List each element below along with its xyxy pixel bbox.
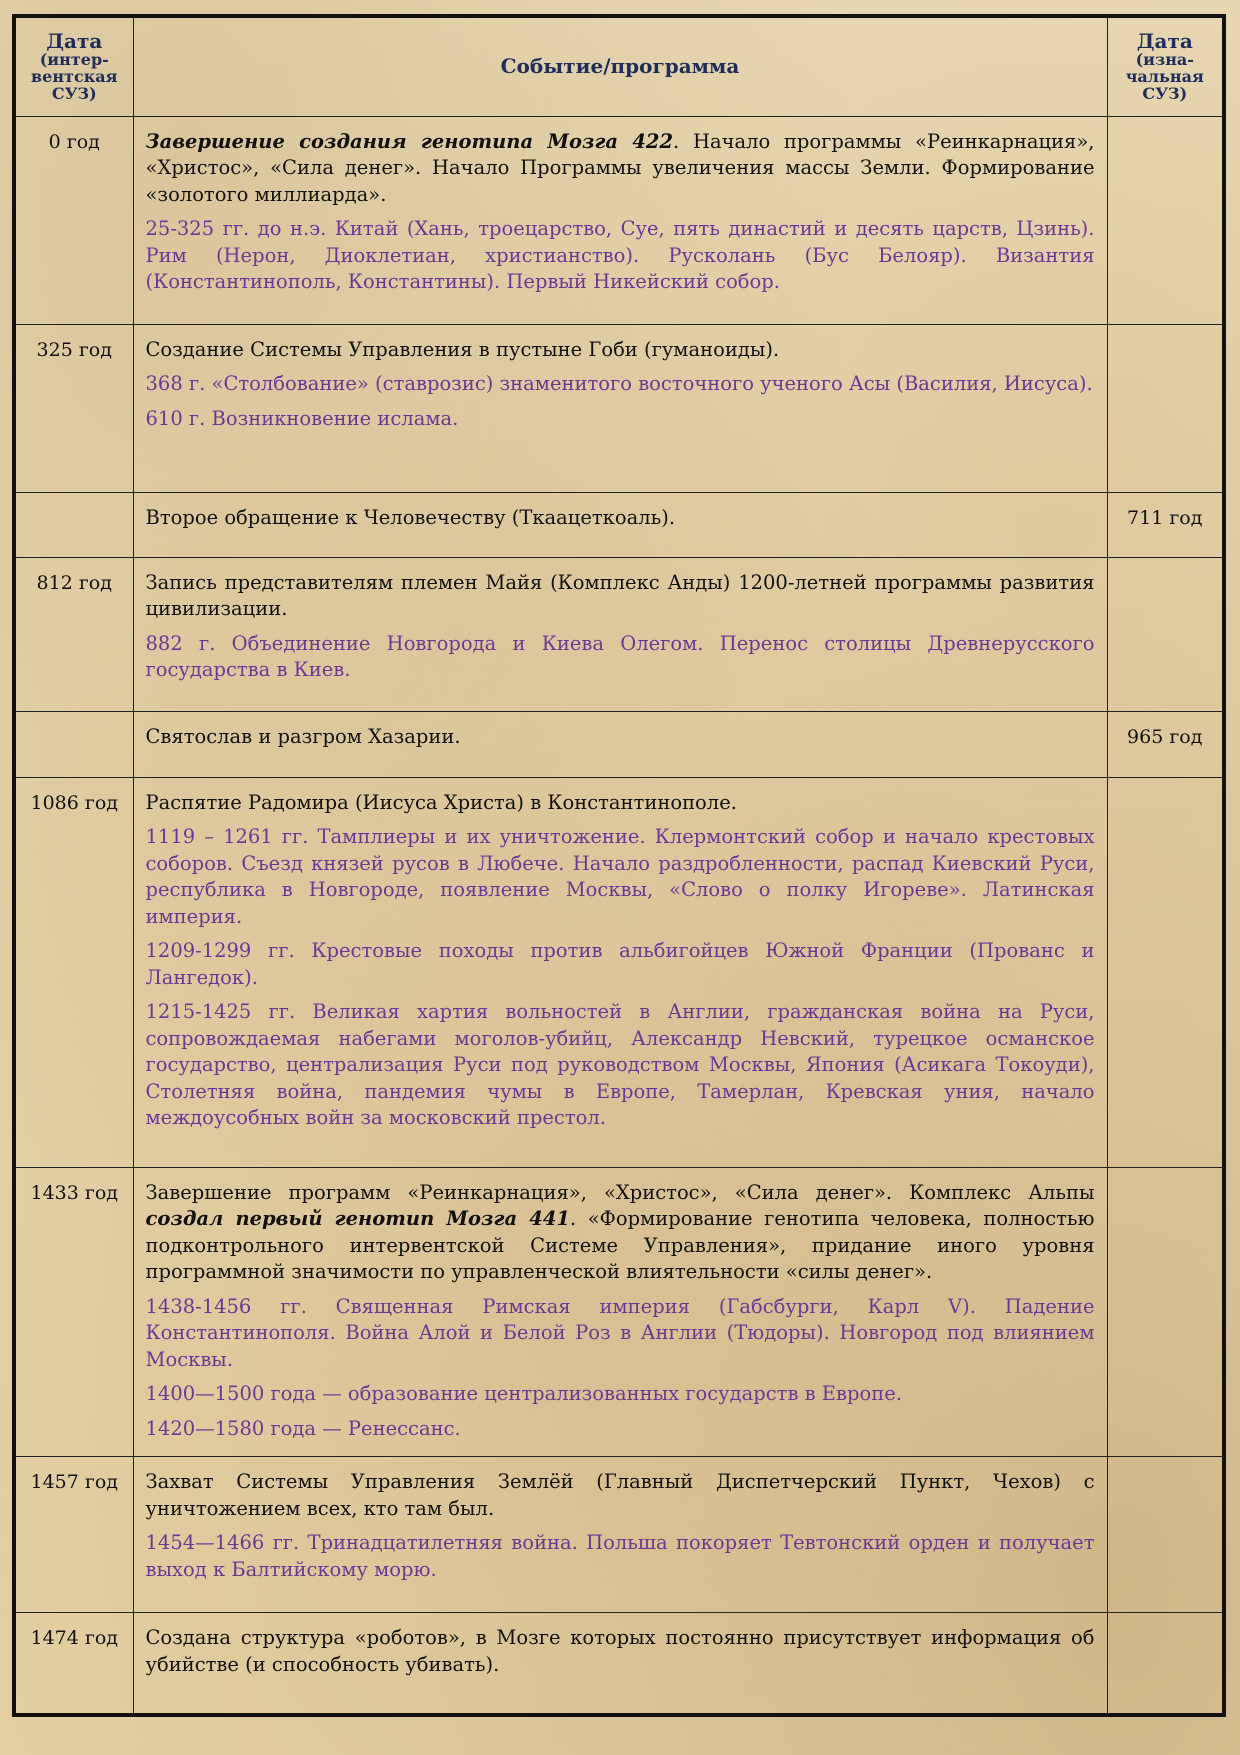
history-note: 1119 – 1261 гг. Тамплиеры и их уничтожение. Клермонтский собор и начало крестовых соборов. Съезд князей русов в Любече. Начало раздробленности, распад Киевский Руси, республика в Новгороде, появление Москвы, «Слово о полку Игореве». Латинская империя. [145, 825, 1095, 928]
date-original [1107, 777, 1224, 1167]
date-interventional [14, 711, 133, 777]
table-row [14, 116, 1224, 324]
history-note: 1420—1580 года — Ренессанс. [145, 1416, 461, 1440]
header-event-title: Событие/программа [500, 54, 740, 79]
date-interventional: 1433 год [14, 1167, 133, 1457]
event-text: . Начало программы «Реинкарнация», «Христос», «Сила денег». Начало Программы увеличения массы Земли. Формирование «золотого миллиарда». [145, 129, 1095, 206]
event-cell [133, 492, 1107, 557]
date-original [1107, 116, 1224, 324]
history-note: 1215-1425 гг. Великая хартия вольностей в Англии, гражданская война на Руси, сопровождаемая набегами моголов-убийц, Александр Невский, турецкое османское государство, централизация Руси под руководством Москвы, Япония (Асикага Токоуди), Столетняя война, пандемия чумы в Европе, Тамерлан, Кревская уния, начало междоусобных войн за московский престол. [145, 1000, 1095, 1130]
event-cell [133, 1167, 1107, 1457]
event-main: Создание Системы Управления в пустыне Гоби (гуманоиды). [145, 337, 780, 361]
date-interventional: 1086 год [14, 777, 133, 1167]
table-row [14, 1457, 1224, 1613]
event-main: Создана структура «роботов», в Мозге которых постоянно присутствует информация об убийстве (и способность убивать). [145, 1626, 1095, 1676]
event-main [146, 129, 1095, 209]
table-row [14, 492, 1224, 557]
event-cell [133, 711, 1107, 777]
header-date-subtitle: (интер-вентская СУЗ) [31, 50, 118, 103]
table-row [14, 324, 1224, 492]
event-cell [133, 116, 1107, 324]
event-cell [133, 1613, 1107, 1715]
event-cell [133, 324, 1107, 492]
table-row [14, 557, 1224, 711]
event-main: Распятие Радомира (Иисуса Христа) в Константинополе. [145, 790, 737, 814]
header-date-original [1107, 16, 1224, 116]
table-row [14, 777, 1224, 1167]
date-interventional: 1474 год [14, 1613, 133, 1715]
header-date-title: Дата [1136, 29, 1193, 54]
event-main: Запись представителям племен Майя (Комплекс Анды) 1200-летней программы развития цивилизации. [145, 570, 1095, 621]
event-main: Второе обращение к Человечеству (Ткаацеткоаль). [145, 505, 676, 529]
date-original [1107, 557, 1224, 711]
header-event [133, 16, 1107, 116]
event-cell [133, 1457, 1107, 1613]
history-note: 1454—1466 гг. Тринадцатилетняя война. Польша покоряет Тевтонский орден и получает выход к Балтийскому морю. [145, 1531, 1095, 1581]
header-date-interventional [14, 16, 133, 116]
event-bold: Завершение создания генотипа Мозга 422 [145, 129, 674, 153]
history-note: 368 г. «Столбование» (ставрозис) знаменитого восточного ученого Асы (Василия, Иисуса). [145, 372, 1093, 396]
event-main: Святослав и разгром Хазарии. [145, 724, 461, 748]
event-text: . «Формирование генотипа человека, полностью подконтрольного интервентской Системе Управления», придание иного уровня программной значимости по управленческой влиятельности «силы денег». [145, 1207, 1095, 1284]
history-note: 610 г. Возникновение ислама. [145, 406, 459, 430]
timeline-table [12, 14, 1226, 1717]
history-note: 1209-1299 гг. Крестовые походы против альбигойцев Южной Франции (Прованс и Лангедок). [145, 939, 1095, 989]
table-row [14, 711, 1224, 777]
header-date-title: Дата [46, 29, 103, 54]
date-interventional: 812 год [14, 557, 133, 711]
event-cell [133, 557, 1107, 711]
date-original [1107, 1167, 1224, 1457]
header-row [14, 16, 1224, 116]
table-row [14, 1613, 1224, 1715]
history-note: 1400—1500 года — образование централизованных государств в Европе. [145, 1382, 902, 1406]
date-interventional: 1457 год [14, 1457, 133, 1613]
date-original [1107, 324, 1224, 492]
date-interventional [14, 492, 133, 557]
event-main: Захват Системы Управления Землёй (Главный Диспетчерский Пункт, Чехов) с уничтожением всех, кто там был. [145, 1470, 1095, 1520]
timeline-sheet [12, 14, 1226, 1717]
date-interventional: 0 год [14, 116, 133, 324]
event-cell [133, 777, 1107, 1167]
history-note: 1438-1456 гг. Священная Римская империя (Габсбурги, Карл V). Падение Константинополя. Война Алой и Белой Роз в Англии (Тюдоры). Новгород под влиянием Москвы. [145, 1294, 1095, 1371]
date-original [1107, 1613, 1224, 1715]
date-original: 711 год [1107, 492, 1224, 557]
history-note: 882 г. Объединение Новгорода и Киева Олегом. Перенос столицы Древнерусского государства в Киев. [145, 631, 1095, 682]
event-main [146, 1180, 1095, 1286]
table-row [14, 1167, 1224, 1457]
event-text: Завершение программ «Реинкарнация», «Христос», «Сила денег». Комплекс Альпы [145, 1180, 1095, 1204]
history-note: 25-325 гг. до н.э. Китай (Хань, троецарство, Суе, пять династий и десять царств, Цзинь). Рим (Нерон, Диоклетиан, христианство). Русколань (Бус Белояр). Византия (Константинополь, Константины). Первый Никейский собор. [145, 217, 1095, 294]
date-original [1107, 1457, 1224, 1613]
date-interventional: 325 год [14, 324, 133, 492]
event-bold: создал первый генотип Мозга 441 [145, 1207, 570, 1231]
date-original: 965 год [1107, 711, 1224, 777]
header-date-subtitle: (изна-чальная СУЗ) [1125, 50, 1204, 103]
